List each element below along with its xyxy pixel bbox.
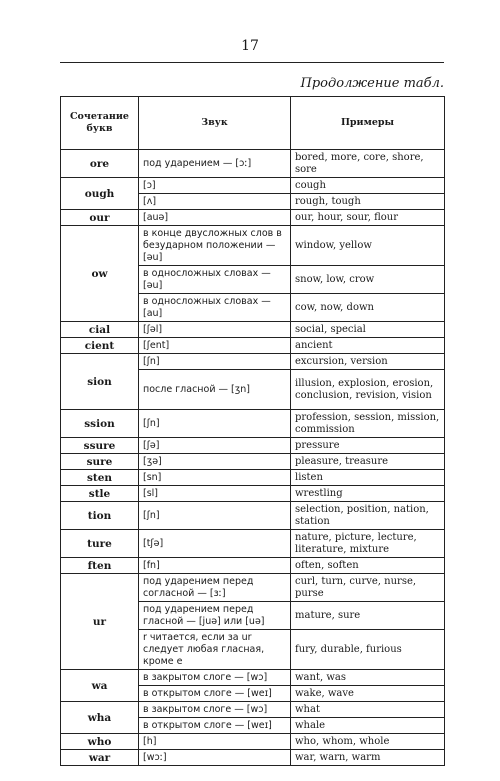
- header-rule: [60, 62, 444, 63]
- examples-cell: pleasure, treasure: [291, 454, 445, 470]
- sound-cell: r читается, если за ur следует любая гласная, кроме e: [139, 630, 291, 670]
- table-row: [61, 558, 445, 574]
- sound-cell: [fn]: [139, 558, 291, 574]
- letter-combination: ore: [61, 150, 139, 178]
- phonics-table: [60, 96, 445, 766]
- sound-cell: в закрытом слоге — [wɔ]: [139, 670, 291, 686]
- examples-cell: profession, session, mission, commission: [291, 410, 445, 438]
- examples-cell: curl, turn, curve, nurse, purse: [291, 574, 445, 602]
- sound-cell: в односложных словах — [au]: [139, 294, 291, 322]
- sound-cell: [ɔ]: [139, 178, 291, 194]
- table-row: [61, 486, 445, 502]
- table-row: [61, 502, 445, 530]
- table-row: [61, 150, 445, 178]
- header-examples: Примеры: [291, 97, 445, 150]
- table-row: [61, 702, 445, 718]
- table-row: [61, 322, 445, 338]
- letter-combination: ften: [61, 558, 139, 574]
- sound-cell: [ʌ]: [139, 194, 291, 210]
- continuation-label: Продолжение табл.: [300, 76, 444, 91]
- sound-cell: в конце двусложных слов в безударном положении — [əu]: [139, 226, 291, 266]
- examples-cell: bored, more, core, shore, sore: [291, 150, 445, 178]
- examples-cell: what: [291, 702, 445, 718]
- sound-cell: [ʒə]: [139, 454, 291, 470]
- sound-cell: [ʃn]: [139, 410, 291, 438]
- sound-cell: [ʃə]: [139, 438, 291, 454]
- letter-combination: our: [61, 210, 139, 226]
- letter-combination: ough: [61, 178, 139, 210]
- table-row: [61, 210, 445, 226]
- sound-cell: [ʃent]: [139, 338, 291, 354]
- sound-cell: [auə]: [139, 210, 291, 226]
- letter-combination: cial: [61, 322, 139, 338]
- sound-cell: [sl]: [139, 486, 291, 502]
- examples-cell: often, soften: [291, 558, 445, 574]
- table-row: [61, 574, 445, 602]
- sound-cell: [tʃə]: [139, 530, 291, 558]
- sound-cell: под ударением — [ɔː]: [139, 150, 291, 178]
- examples-cell: rough, tough: [291, 194, 445, 210]
- letter-combination: war: [61, 750, 139, 766]
- sound-cell: под ударением перед согласной — [ɜː]: [139, 574, 291, 602]
- sound-cell: [sn]: [139, 470, 291, 486]
- page-number: 17: [241, 38, 259, 54]
- table-row: [61, 530, 445, 558]
- table-row: [61, 670, 445, 686]
- examples-cell: selection, position, nation, station: [291, 502, 445, 530]
- examples-cell: mature, sure: [291, 602, 445, 630]
- table-header-row: [61, 97, 445, 150]
- sound-cell: в открытом слоге — [weɪ]: [139, 686, 291, 702]
- letter-combination: wha: [61, 702, 139, 734]
- examples-cell: wake, wave: [291, 686, 445, 702]
- table-row: [61, 410, 445, 438]
- sound-cell: после гласной — [ʒn]: [139, 370, 291, 410]
- table-row: [61, 338, 445, 354]
- letter-combination: ssure: [61, 438, 139, 454]
- letter-combination: ow: [61, 226, 139, 322]
- letter-combination: who: [61, 734, 139, 750]
- table-body: [61, 150, 445, 766]
- table-row: [61, 454, 445, 470]
- examples-cell: social, special: [291, 322, 445, 338]
- header-combination: Сочетание букв: [61, 97, 139, 150]
- examples-cell: snow, low, crow: [291, 266, 445, 294]
- examples-cell: cow, now, down: [291, 294, 445, 322]
- sound-cell: [ʃn]: [139, 502, 291, 530]
- examples-cell: pressure: [291, 438, 445, 454]
- table-row: [61, 750, 445, 766]
- table-row: [61, 178, 445, 194]
- letter-combination: stle: [61, 486, 139, 502]
- table-row: [61, 470, 445, 486]
- letter-combination: tion: [61, 502, 139, 530]
- table-row: [61, 354, 445, 370]
- sound-cell: [wɔː]: [139, 750, 291, 766]
- examples-cell: illusion, explosion, erosion, conclusion, revision, vision: [291, 370, 445, 410]
- examples-cell: who, whom, whole: [291, 734, 445, 750]
- examples-cell: wrestling: [291, 486, 445, 502]
- examples-cell: our, hour, sour, flour: [291, 210, 445, 226]
- letter-combination: ssion: [61, 410, 139, 438]
- sound-cell: [h]: [139, 734, 291, 750]
- letter-combination: cient: [61, 338, 139, 354]
- sound-cell: в односложных словах — [əu]: [139, 266, 291, 294]
- examples-cell: nature, picture, lecture, literature, mixture: [291, 530, 445, 558]
- table-row: [61, 734, 445, 750]
- letter-combination: ture: [61, 530, 139, 558]
- sound-cell: в закрытом слоге — [wɔ]: [139, 702, 291, 718]
- sound-cell: под ударением перед гласной — [juə] или [uə]: [139, 602, 291, 630]
- sound-cell: [ʃn]: [139, 354, 291, 370]
- letter-combination: wa: [61, 670, 139, 702]
- examples-cell: excursion, version: [291, 354, 445, 370]
- examples-cell: cough: [291, 178, 445, 194]
- letter-combination: sten: [61, 470, 139, 486]
- examples-cell: listen: [291, 470, 445, 486]
- table-row: [61, 438, 445, 454]
- examples-cell: whale: [291, 718, 445, 734]
- letter-combination: sion: [61, 354, 139, 410]
- sound-cell: в открытом слоге — [weɪ]: [139, 718, 291, 734]
- letter-combination: ur: [61, 574, 139, 670]
- examples-cell: ancient: [291, 338, 445, 354]
- examples-cell: want, was: [291, 670, 445, 686]
- letter-combination: sure: [61, 454, 139, 470]
- examples-cell: war, warn, warm: [291, 750, 445, 766]
- header-sound: Звук: [139, 97, 291, 150]
- sound-cell: [ʃəl]: [139, 322, 291, 338]
- examples-cell: fury, durable, furious: [291, 630, 445, 670]
- table-row: [61, 226, 445, 266]
- examples-cell: window, yellow: [291, 226, 445, 266]
